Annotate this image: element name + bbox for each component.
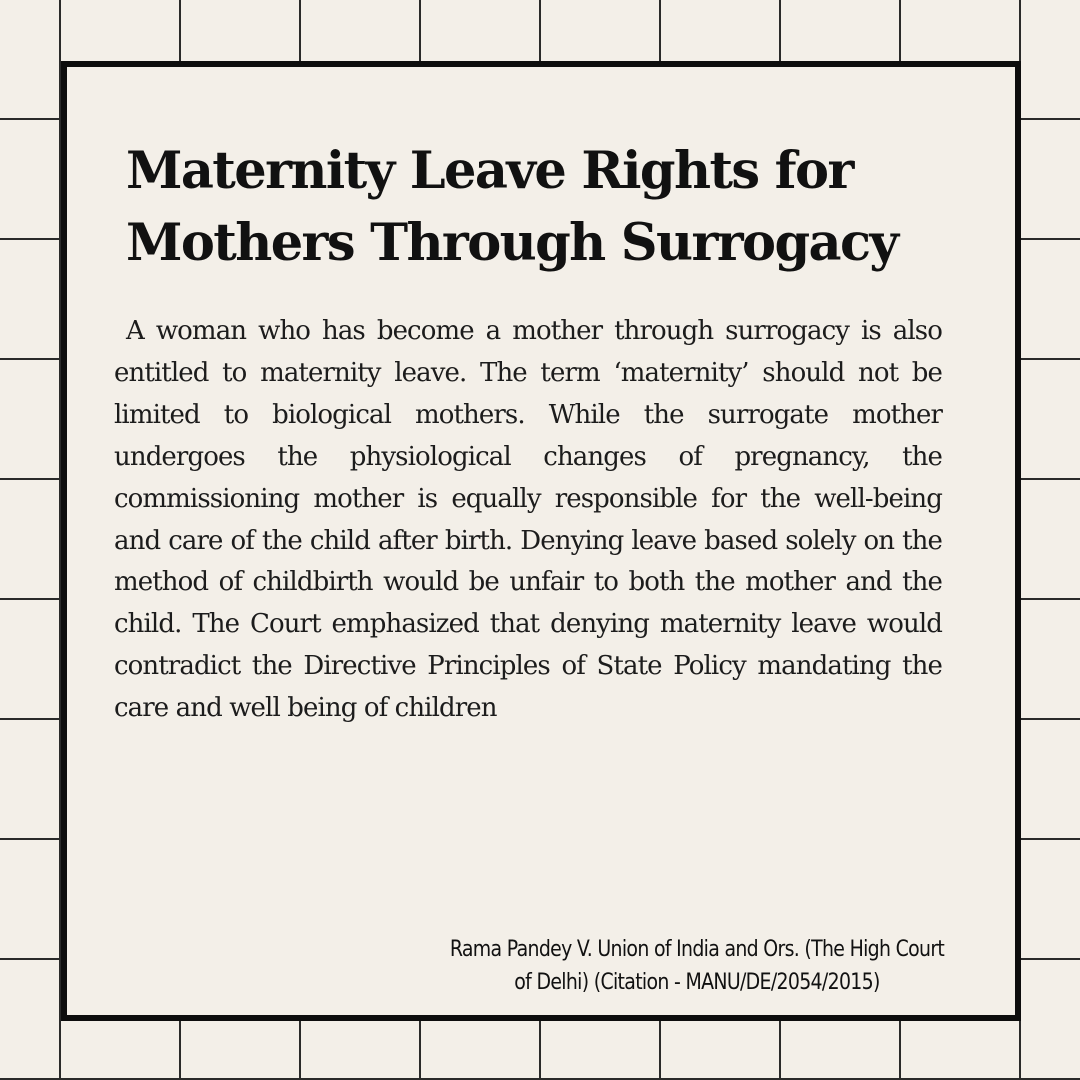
post-body: A woman who has become a mother through surrogacy is also entitled to maternity leave. The term ‘maternity’ should not be limited to biological mothers. While the surrogate mother undergoes the physiological changes of pregnancy, the commissioning mother is equally responsible for the well-being and care of the child after birth. Denying leave based solely on the method of childbirth would be unfair to both the mother and the child. The Court emphasized that denying maternity leave would contradict the Directive Principles of State Policy mandating the care and well being of children [114, 316, 942, 724]
case-citation: Rama Pandey V. Union of India and Ors. (The High Court of Delhi) (Citation - MANU/DE/2054/2015) [449, 937, 945, 995]
post-title: Maternity Leave Rights for Mothers Through Surrogacy [126, 141, 898, 273]
content-card [61, 61, 1021, 1021]
